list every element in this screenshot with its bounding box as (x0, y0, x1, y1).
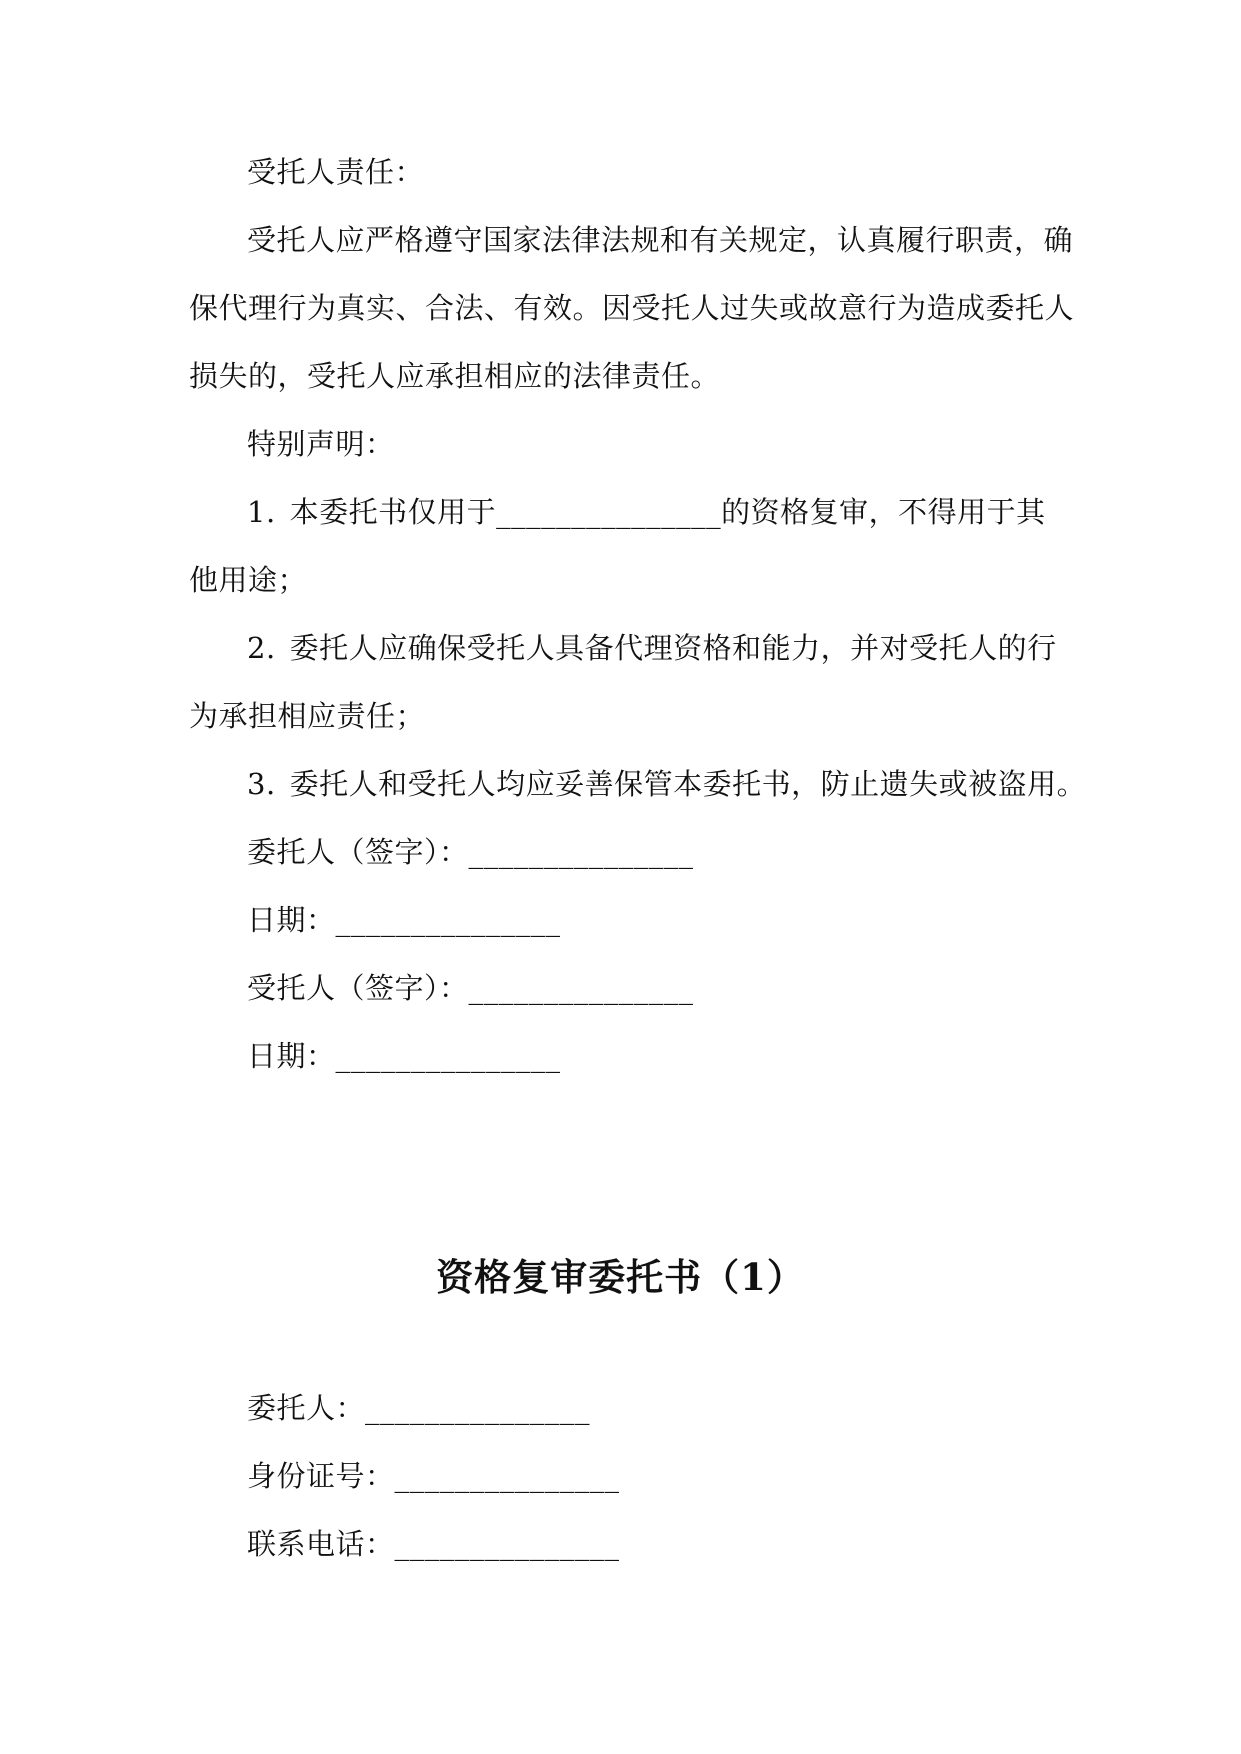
declaration-item-3-number: 3. (247, 767, 276, 801)
declaration-item-2 (247, 628, 1057, 668)
declaration-item-3 (247, 764, 1086, 804)
declaration-item-1-number: 1. (247, 495, 276, 529)
responsibility-heading: 受托人责任： (247, 155, 425, 189)
agent-signature-line: 受托人（签字）：_______________ (247, 971, 694, 1005)
declaration-item-2-continuation: 为承担相应责任； (189, 699, 426, 733)
declaration-item-3-text: 委托人和受托人均应妥善保管本委托书，防止遗失或被盗用。 (289, 767, 1087, 801)
principal-signature-line: 委托人（签字）：_______________ (247, 835, 694, 869)
responsibility-line-3: 损失的，受托人应承担相应的法律责任。 (189, 359, 721, 393)
declaration-item-2-text: 委托人应确保受托人具备代理资格和能力，并对受托人的行 (289, 631, 1057, 665)
responsibility-line-2: 保代理行为真实、合法、有效。因受托人过失或故意行为造成委托人 (189, 291, 1075, 325)
declaration-item-2-number: 2. (247, 631, 276, 665)
declaration-item-1 (247, 492, 1046, 532)
principal-date-line: 日期：_______________ (247, 903, 561, 937)
declaration-heading: 特别声明： (247, 427, 395, 461)
agent-date-line: 日期：_______________ (247, 1039, 561, 1073)
responsibility-line-1: 受托人应严格遵守国家法律法规和有关规定，认真履行职责，确 (247, 223, 1074, 257)
id-number-field: 身份证号：_______________ (247, 1459, 620, 1493)
principal-field: 委托人：_______________ (247, 1391, 591, 1425)
declaration-item-1-text: 本委托书仅用于_______________的资格复审，不得用于其 (289, 495, 1046, 529)
phone-field: 联系电话：_______________ (247, 1527, 620, 1561)
declaration-item-1-continuation: 他用途； (189, 563, 308, 597)
document-title: 资格复审委托书（1） (436, 1255, 805, 1299)
